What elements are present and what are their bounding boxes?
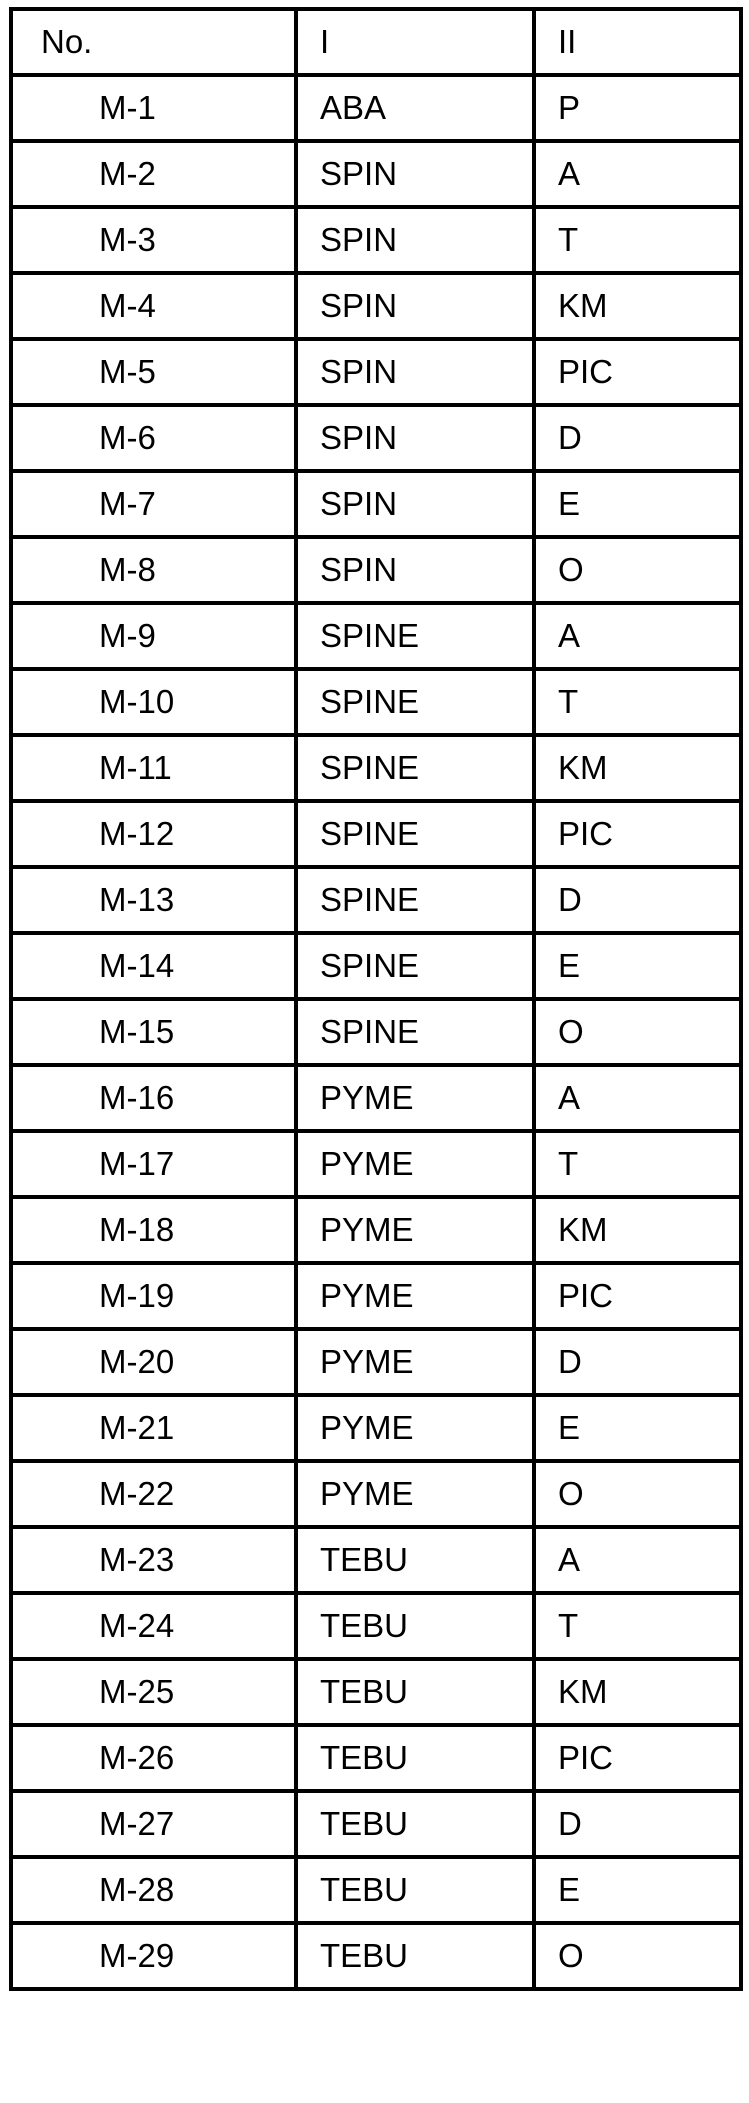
table-row xyxy=(11,1461,741,1527)
cell-no: M-22 xyxy=(11,1461,296,1527)
cell-i: PYME xyxy=(296,1329,534,1395)
cell-no: M-2 xyxy=(11,141,296,207)
header-i: I xyxy=(296,9,534,75)
table-row xyxy=(11,1197,741,1263)
cell-ii: E xyxy=(534,1395,741,1461)
cell-no: M-28 xyxy=(11,1857,296,1923)
table-row xyxy=(11,1923,741,1989)
cell-i: ABA xyxy=(296,75,534,141)
cell-no: M-13 xyxy=(11,867,296,933)
cell-ii: O xyxy=(534,1923,741,1989)
cell-ii: O xyxy=(534,999,741,1065)
cell-no: M-7 xyxy=(11,471,296,537)
cell-no: M-16 xyxy=(11,1065,296,1131)
table-row xyxy=(11,273,741,339)
cell-ii: T xyxy=(534,669,741,735)
cell-ii: O xyxy=(534,537,741,603)
cell-no: M-5 xyxy=(11,339,296,405)
cell-i: PYME xyxy=(296,1065,534,1131)
table-row xyxy=(11,867,741,933)
cell-ii: D xyxy=(534,1329,741,1395)
table-row xyxy=(11,1857,741,1923)
cell-ii: A xyxy=(534,1065,741,1131)
cell-i: TEBU xyxy=(296,1527,534,1593)
cell-i: SPIN xyxy=(296,405,534,471)
table-row xyxy=(11,1725,741,1791)
table-row xyxy=(11,471,741,537)
cell-no: M-27 xyxy=(11,1791,296,1857)
cell-no: M-3 xyxy=(11,207,296,273)
cell-ii: A xyxy=(534,1527,741,1593)
table-row xyxy=(11,933,741,999)
cell-i: SPINE xyxy=(296,933,534,999)
cell-i: TEBU xyxy=(296,1725,534,1791)
table-row xyxy=(11,603,741,669)
cell-i: PYME xyxy=(296,1131,534,1197)
table-row xyxy=(11,801,741,867)
table-row xyxy=(11,1527,741,1593)
table-row xyxy=(11,141,741,207)
cell-ii: KM xyxy=(534,735,741,801)
cell-i: SPIN xyxy=(296,273,534,339)
cell-i: SPIN xyxy=(296,141,534,207)
cell-ii: T xyxy=(534,207,741,273)
cell-i: TEBU xyxy=(296,1791,534,1857)
header-row xyxy=(11,9,741,75)
table-row xyxy=(11,999,741,1065)
cell-i: TEBU xyxy=(296,1593,534,1659)
cell-no: M-15 xyxy=(11,999,296,1065)
cell-ii: T xyxy=(534,1131,741,1197)
cell-i: PYME xyxy=(296,1197,534,1263)
table-row xyxy=(11,1065,741,1131)
cell-i: SPINE xyxy=(296,735,534,801)
cell-no: M-11 xyxy=(11,735,296,801)
cell-no: M-14 xyxy=(11,933,296,999)
cell-no: M-8 xyxy=(11,537,296,603)
cell-i: TEBU xyxy=(296,1923,534,1989)
cell-ii: D xyxy=(534,867,741,933)
cell-ii: PIC xyxy=(534,339,741,405)
cell-ii: PIC xyxy=(534,1725,741,1791)
cell-i: PYME xyxy=(296,1263,534,1329)
cell-ii: E xyxy=(534,1857,741,1923)
cell-i: TEBU xyxy=(296,1857,534,1923)
cell-no: M-23 xyxy=(11,1527,296,1593)
cell-ii: KM xyxy=(534,273,741,339)
cell-ii: PIC xyxy=(534,1263,741,1329)
cell-ii: O xyxy=(534,1461,741,1527)
table-row xyxy=(11,1593,741,1659)
cell-i: SPINE xyxy=(296,603,534,669)
table-row xyxy=(11,537,741,603)
cell-i: SPIN xyxy=(296,471,534,537)
table-row xyxy=(11,207,741,273)
cell-i: PYME xyxy=(296,1461,534,1527)
cell-no: M-1 xyxy=(11,75,296,141)
header-no: No. xyxy=(11,9,296,75)
cell-ii: P xyxy=(534,75,741,141)
table-row xyxy=(11,669,741,735)
cell-no: M-18 xyxy=(11,1197,296,1263)
cell-ii: KM xyxy=(534,1659,741,1725)
cell-no: M-20 xyxy=(11,1329,296,1395)
table-row xyxy=(11,1659,741,1725)
cell-no: M-19 xyxy=(11,1263,296,1329)
cell-i: SPINE xyxy=(296,669,534,735)
compound-table xyxy=(9,7,743,1991)
cell-ii: A xyxy=(534,603,741,669)
cell-no: M-29 xyxy=(11,1923,296,1989)
cell-i: SPIN xyxy=(296,339,534,405)
cell-ii: PIC xyxy=(534,801,741,867)
cell-no: M-10 xyxy=(11,669,296,735)
cell-i: SPINE xyxy=(296,867,534,933)
cell-ii: E xyxy=(534,933,741,999)
cell-no: M-6 xyxy=(11,405,296,471)
table-row xyxy=(11,1329,741,1395)
table-row xyxy=(11,405,741,471)
cell-no: M-21 xyxy=(11,1395,296,1461)
table-row xyxy=(11,1791,741,1857)
cell-i: SPINE xyxy=(296,801,534,867)
table-row xyxy=(11,1263,741,1329)
cell-ii: D xyxy=(534,405,741,471)
table-row xyxy=(11,735,741,801)
cell-no: M-4 xyxy=(11,273,296,339)
cell-no: M-25 xyxy=(11,1659,296,1725)
cell-ii: KM xyxy=(534,1197,741,1263)
cell-i: SPINE xyxy=(296,999,534,1065)
header-ii: II xyxy=(534,9,741,75)
table-body xyxy=(11,9,741,1989)
cell-ii: T xyxy=(534,1593,741,1659)
cell-no: M-12 xyxy=(11,801,296,867)
cell-no: M-9 xyxy=(11,603,296,669)
table-row xyxy=(11,339,741,405)
cell-i: SPIN xyxy=(296,207,534,273)
cell-ii: A xyxy=(534,141,741,207)
cell-ii: E xyxy=(534,471,741,537)
cell-no: M-24 xyxy=(11,1593,296,1659)
table-row xyxy=(11,1395,741,1461)
cell-no: M-26 xyxy=(11,1725,296,1791)
cell-i: TEBU xyxy=(296,1659,534,1725)
table-row xyxy=(11,75,741,141)
cell-i: PYME xyxy=(296,1395,534,1461)
cell-i: SPIN xyxy=(296,537,534,603)
cell-no: M-17 xyxy=(11,1131,296,1197)
cell-ii: D xyxy=(534,1791,741,1857)
table-row xyxy=(11,1131,741,1197)
